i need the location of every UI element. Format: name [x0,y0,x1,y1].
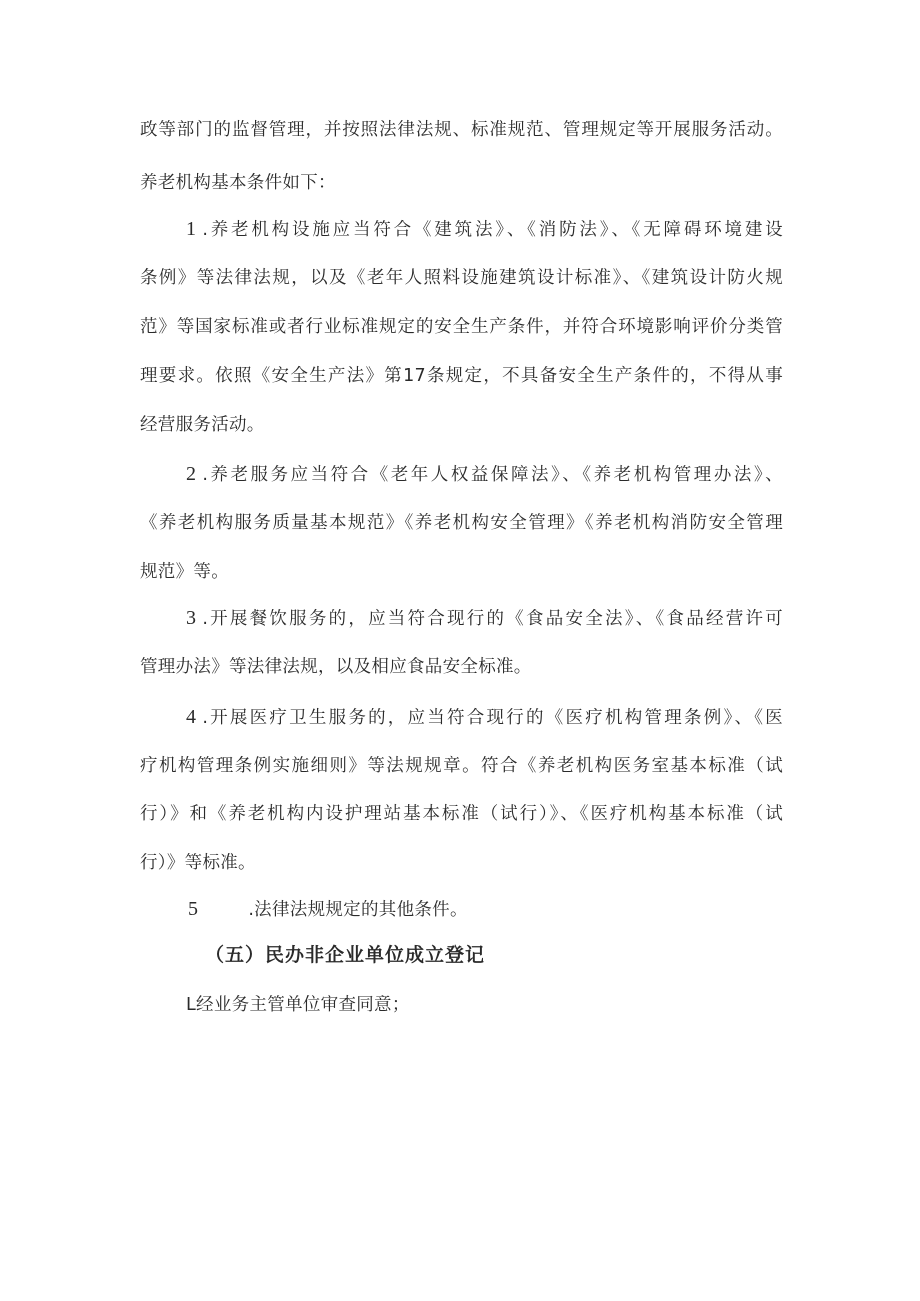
paragraph-line: 《养老机构服务质量基本规范》《养老机构安全管理》《养老机构消防安全管理 [140,513,783,533]
paragraph-line: 政等部门的监督管理，并按照法律法规、标准规范、管理规定等开展服务活动。 [140,120,783,140]
list-item-4-line [186,705,783,730]
paragraph-line: L经业务主管单位审查同意； [186,995,410,1015]
list-item-3-line [186,606,783,631]
list-text: .养老机构设施应当符合《建筑法》、《消防法》、《无障碍环境建设 [202,220,783,240]
paragraph-line: 管理办法》等法律法规，以及相应食品安全标准。 [140,657,532,677]
list-number: 2 [186,463,197,485]
section-heading: （五）民办非企业单位成立登记 [205,944,486,966]
list-number: 4 [186,706,197,728]
paragraph-line: 理要求。依照《安全生产法》第17条规定，不具备安全生产条件的，不得从事 [140,366,783,386]
list-text: .养老服务应当符合《老年人权益保障法》、《养老机构管理办法》、 [202,465,783,485]
paragraph-line: 行）》等标准。 [140,853,256,873]
paragraph-line: 条例》等法律法规，以及《老年人照料设施建筑设计标准》、《建筑设计防火规 [140,268,783,288]
list-text: .法律法规规定的其他条件。 [248,900,468,920]
list-item-5-line [188,897,468,922]
list-item-2-line [186,462,783,487]
list-text: .开展医疗卫生服务的，应当符合现行的《医疗机构管理条例》、《医 [202,708,783,728]
list-number: 3 [186,607,197,629]
paragraph-line: 养老机构基本条件如下： [140,173,336,193]
list-item-1-line [186,217,783,242]
list-number: 1 [186,218,197,240]
paragraph-line: 经营服务活动。 [140,415,265,435]
list-number: 5 [188,898,199,920]
paragraph-line: 行）》和《养老机构内设护理站基本标准（试行）》、《医疗机构基本标准（试 [140,804,783,824]
list-text: .开展餐饮服务的，应当符合现行的《食品安全法》、《食品经营许可 [202,609,783,629]
paragraph-line: 范》等国家标准或者行业标准规定的安全生产条件，并符合环境影响评价分类管 [140,317,783,337]
paragraph-line: 规范》等。 [140,562,229,582]
paragraph-line: 疗机构管理条例实施细则》等法规规章。符合《养老机构医务室基本标准（试 [140,756,783,776]
